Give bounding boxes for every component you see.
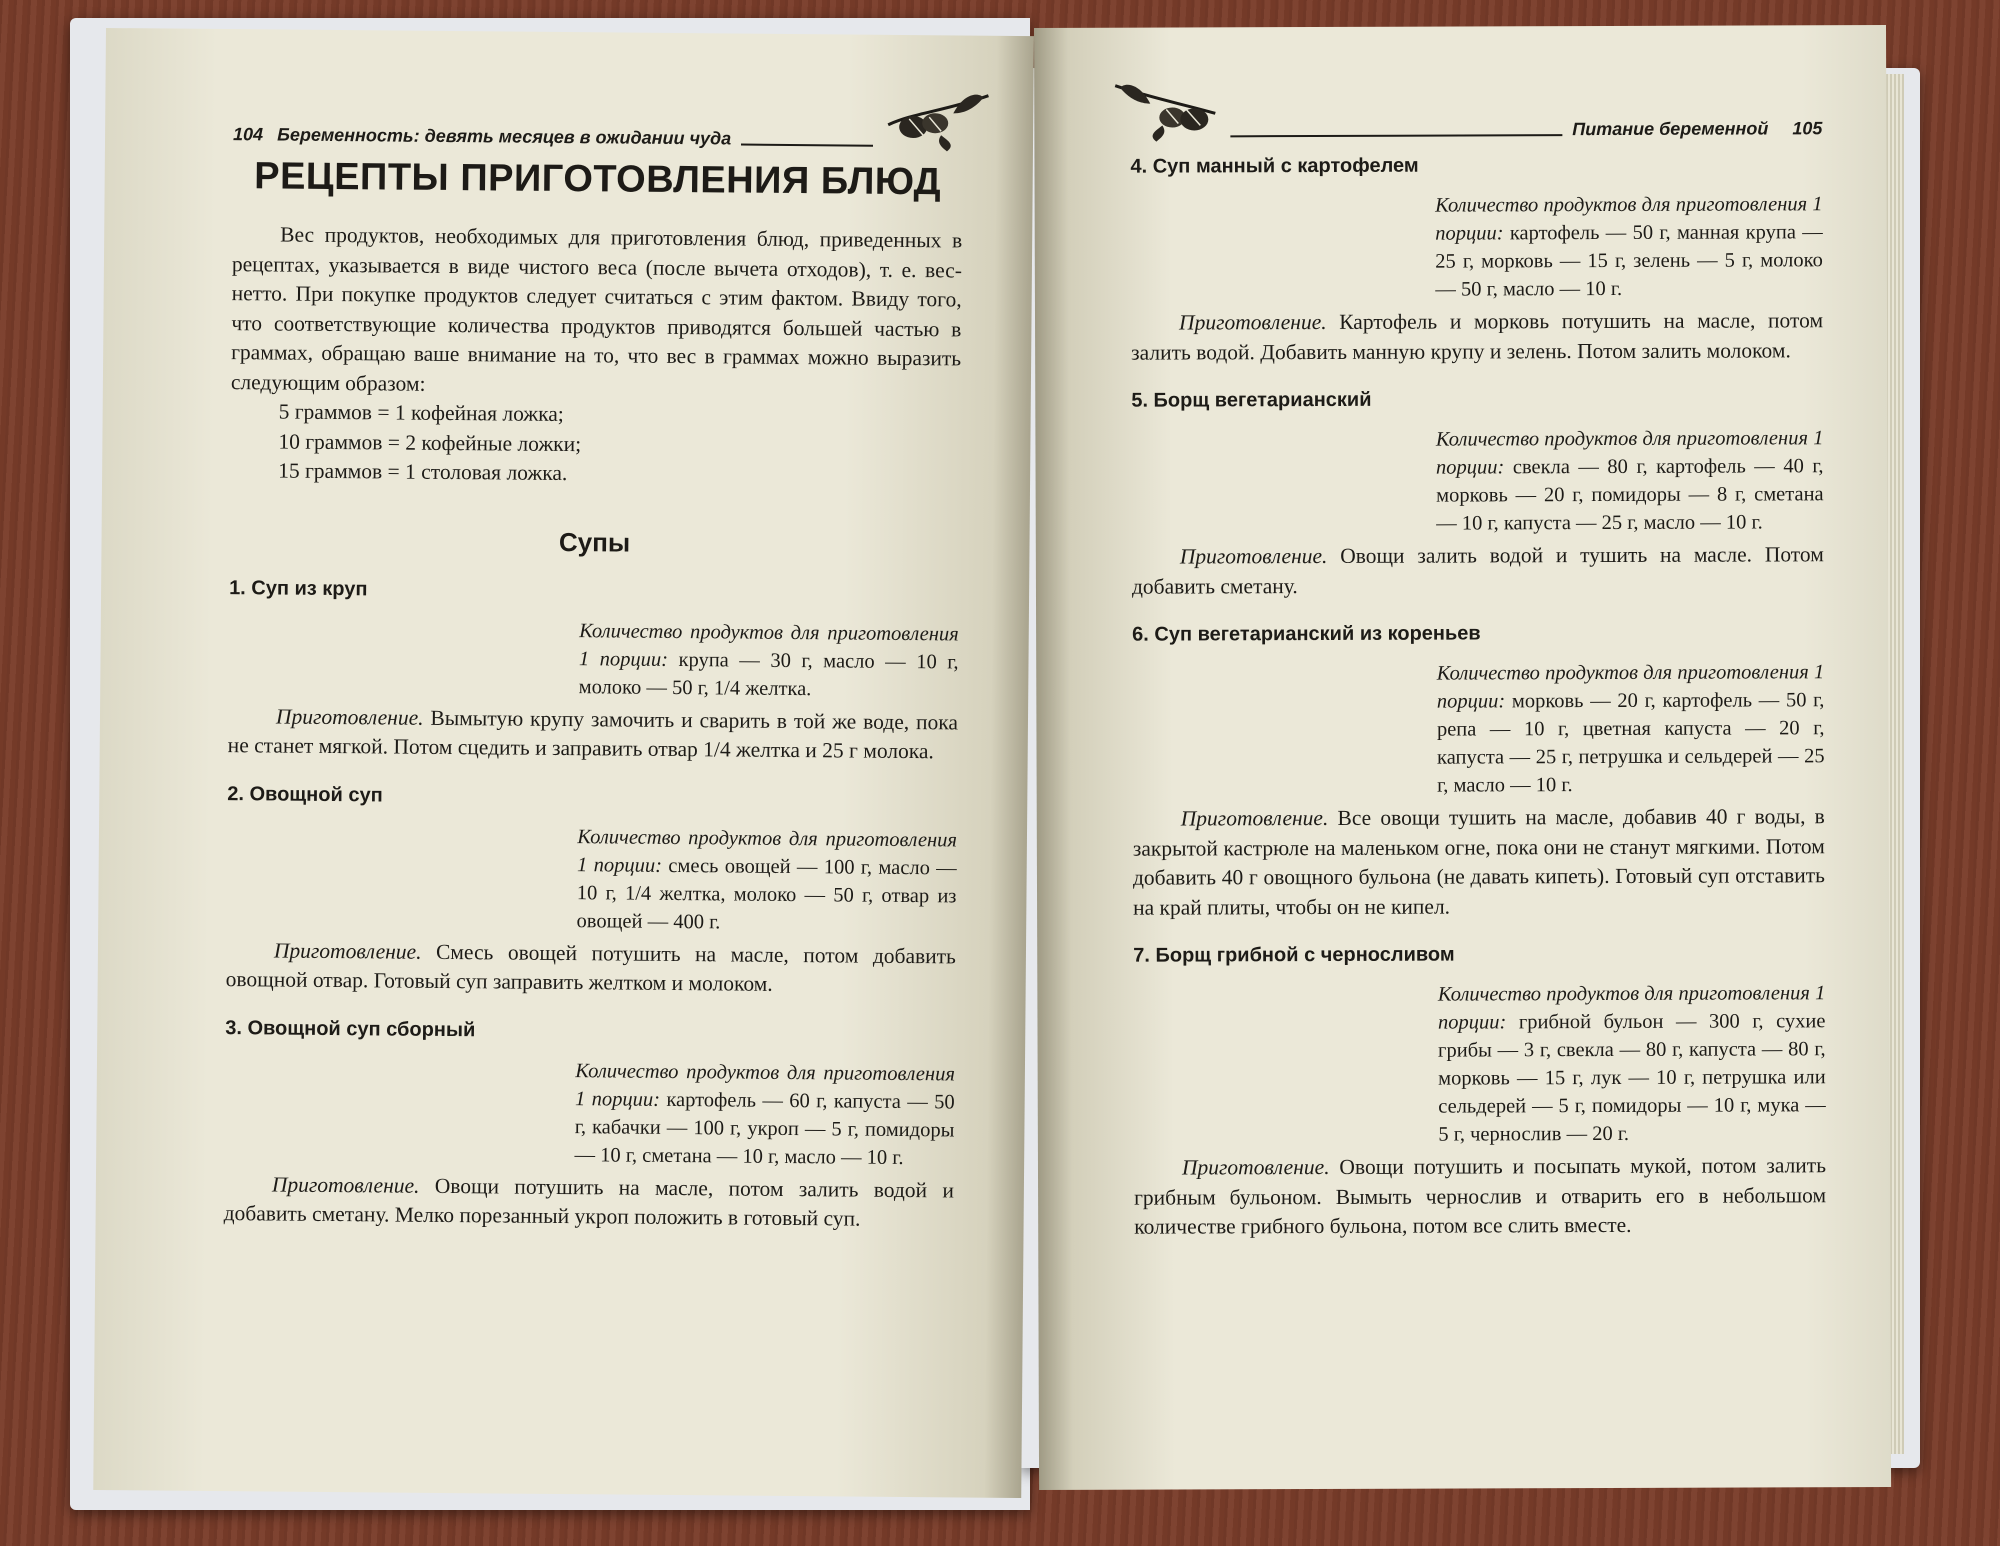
page-number: 104	[232, 124, 264, 145]
recipe-preparation	[228, 702, 958, 767]
header-rule	[741, 144, 873, 147]
intro-paragraph: Вес продуктов, необходимых для приготовления блюд, приведенных в рецептах, указывается в виде чистого веса (после вычета отходов), т. е. вес-нетто. При покупке продуктов следует считаться с этим фактом. Ввиду того, что соответствующие количества продуктов приводятся большей частью в граммах, обращаю ваше внимание на то, что вес в граммах можно выразить следующим образом:	[230, 222, 963, 396]
recipe-preparation	[1133, 802, 1825, 922]
recipe-title: 7. Борщ грибной с черносливом	[1133, 943, 1455, 967]
recipe-title: 2. Овощной суп	[227, 782, 383, 806]
leaf-ornament-icon	[1110, 73, 1220, 143]
prep-label: Приготовление.	[1180, 805, 1329, 831]
qty-label: Количество продуктов для приготовления 1 порции:	[1435, 193, 1823, 245]
ingredients-text: грибной бульон — 300 г, сухие грибы — 3 г, свекла — 80 г, капуста — 80 г, морковь — 15 г, лук — 10 г, петрушка или сельдерей — 5 г, помидоры — 10 г, мука — 5 г, чернослив — 20 г.	[1438, 1010, 1826, 1146]
recipe-title: 4. Суп манный с картофелем	[1130, 154, 1419, 178]
prep-text: Картофель и морковь потушить на масле, потом залить водой. Добавить манную крупу и зелень. Потом залить молоком.	[1131, 308, 1824, 365]
running-title: Питание беременной	[1572, 118, 1769, 140]
measure-item: 5 граммов = 1 кофейная ложка;	[278, 399, 564, 427]
qty-label: Количество продуктов для приготовления 1 порции:	[574, 1059, 956, 1111]
recipe-preparation	[226, 936, 956, 1001]
recipe-title: 1. Суп из круп	[229, 576, 368, 600]
recipe-preparation	[224, 1170, 954, 1235]
prep-label: Приготовление.	[1178, 309, 1327, 335]
recipe-ingredients	[1435, 190, 1823, 303]
recipe-title: 3. Овощной суп сборный	[225, 1016, 476, 1041]
running-head-right	[1110, 95, 1822, 143]
section-heading: Супы	[558, 526, 631, 558]
ingredients-text: картофель — 50 г, манная крупа — 25 г, морковь — 15 г, зелень — 5 г, молоко — 50 г, масло — 10 г.	[1435, 221, 1823, 301]
ingredients-text: морковь — 20 г, картофель — 50 г, репа — 10 г, цветная капуста — 20 г, капуста — 25 г, петрушка и сельдерей — 25 г, масло — 10 г.	[1436, 689, 1825, 797]
chapter-title: РЕЦЕПТЫ ПРИГОТОВЛЕНИЯ БЛЮД	[254, 155, 942, 204]
prep-text: Все овощи тушить на масле, добавив 40 г воды, в закрытой кастрюле на маленьком огне, пока они не станут мягкими. Потом добавить 40 г овощного бульона (не давать кипеть). Готовый суп отставить на край плиты, чтобы он не кипел.	[1132, 804, 1826, 920]
recipe-preparation	[1131, 306, 1823, 367]
qty-label: Количество продуктов для приготовления 1 порции:	[1436, 661, 1825, 713]
recipe-ingredients	[576, 823, 957, 938]
ingredients-text: крупа — 30 г, масло — 10 г, молоко — 50 г, 1/4 желтка.	[578, 648, 959, 700]
ingredients-text: свекла — 80 г, картофель — 40 г, морковь — 20 г, помидоры — 8 г, сметана — 10 г, капуста — 25 г, масло — 10 г.	[1436, 455, 1824, 535]
ingredients-text: смесь овощей — 100 г, масло — 10 г, 1/4 желтка, молоко — 50 г, отвар из овощей — 400 г.	[576, 854, 957, 933]
prep-label: Приготовление.	[1179, 543, 1328, 569]
right-page	[1034, 25, 1891, 1490]
recipe-ingredients	[574, 1057, 955, 1172]
running-title: Беременность: девять месяцев в ожидании чуда	[277, 124, 732, 149]
prep-label: Приготовление.	[273, 938, 422, 964]
prep-text: Овощи залить водой и тушить на масле. Потом добавить сметану.	[1131, 542, 1824, 599]
recipe-ingredients	[1436, 424, 1824, 537]
page-number: 105	[1792, 118, 1823, 139]
recipe-ingredients	[579, 617, 959, 704]
recipe-ingredients	[1437, 658, 1825, 799]
prep-text: Вымытую крупу замочить и сварить в той же воде, пока не станет мягкой. Потом сцедить и заправить отвар 1/4 желтка и 25 г молока.	[227, 705, 959, 764]
prep-text: Смесь овощей потушить на масле, потом добавить овощной отвар. Готовый суп заправить желтком и молоком.	[225, 939, 957, 996]
recipe-ingredients	[1438, 979, 1826, 1148]
qty-label: Количество продуктов для приготовления 1 порции:	[1435, 427, 1824, 479]
prep-text: Овощи потушить на масле, потом залить водой и добавить сметану. Мелко порезанный укроп положить в готовый суп.	[223, 1173, 954, 1231]
measure-item: 15 граммов = 1 столовая ложка.	[278, 458, 568, 486]
recipe-title: 5. Борщ вегетарианский	[1131, 388, 1372, 412]
qty-label: Количество продуктов для приготовления 1 порции:	[1437, 982, 1826, 1034]
left-page	[93, 28, 1034, 1498]
ingredients-text: картофель — 60 г, капуста — 50 г, кабачки — 100 г, укроп — 5 г, помидоры — 10 г, сметана — 10 г, масло — 10 г.	[574, 1088, 955, 1169]
qty-label: Количество продуктов для приготовления 1 порции:	[577, 825, 958, 877]
prep-label: Приготовление.	[275, 704, 424, 730]
prep-label: Приготовление.	[271, 1171, 420, 1198]
measure-item: 10 граммов = 2 кофейные ложки;	[278, 429, 582, 456]
qty-label: Количество продуктов для приготовления 1 порции:	[578, 619, 959, 671]
measures-list	[230, 397, 961, 492]
recipe-preparation	[1132, 540, 1824, 601]
leaf-ornament-icon	[883, 83, 994, 154]
prep-text: Овощи потушить и посыпать мукой, потом залить грибным бульоном. Вымыть чернослив и отварить его в небольшом количестве грибного бульона, потом все слить вместе.	[1134, 1153, 1827, 1239]
running-head-left	[233, 101, 993, 154]
recipe-title: 6. Суп вегетарианский из кореньев	[1132, 622, 1481, 646]
recipe-preparation	[1134, 1151, 1826, 1242]
prep-label: Приготовление.	[1181, 1154, 1330, 1180]
header-rule	[1230, 134, 1562, 137]
